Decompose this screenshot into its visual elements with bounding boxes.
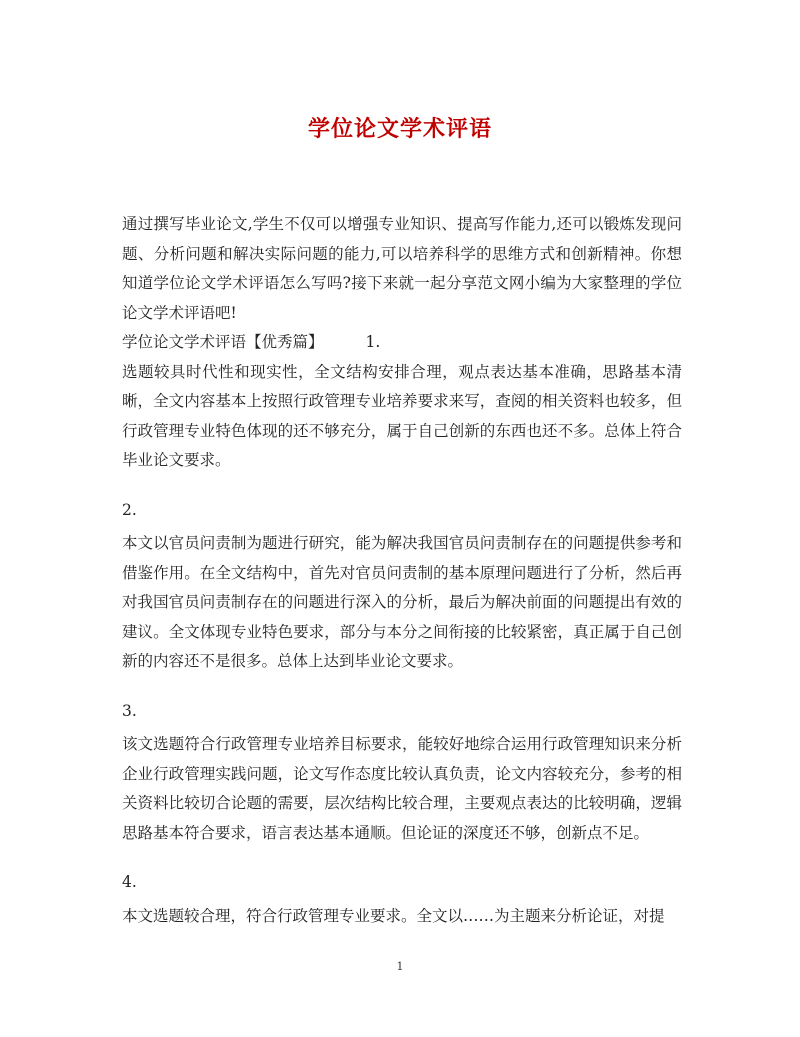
paragraph-gap xyxy=(122,476,682,496)
section-heading-line xyxy=(122,328,682,358)
item-text-2: 本文以官员问责制为题进行研究，能为解决我国官员问责制存在的问题提供参考和借鉴作用。在全文结构中，首先对官员问责制的基本原理问题进行了分析，然后再对我国官员问责制存在的问题进行深入的分析，最后为解决前面的问题提出有效的建议。全文体现专业特色要求，部分与本分之间衔接的比较紧密，真正属于自己创新的内容还不是很多。总体上达到毕业论文要求。 xyxy=(122,534,682,670)
item-number-1: 1. xyxy=(365,333,381,351)
item-text-4: 本文选题较合理，符合行政管理专业要求。全文以……为主题来分析论证，对提 xyxy=(122,906,665,925)
document-body xyxy=(122,210,682,931)
item-text-3: 该文选题符合行政管理专业培养目标要求，能较好地综合运用行政管理知识来分析企业行政管理实践问题，论文写作态度比较认真负责，论文内容较充分，参考的相关资料比较切合论题的需要，层次结构比较合理，主要观点表达的比较明确，逻辑思路基本符合要求，语言表达基本通顺。但论证的深度还不够，创新点不足。 xyxy=(122,735,682,842)
page-number: 1 xyxy=(396,960,404,973)
item-number-4: 4. xyxy=(122,873,137,891)
intro-paragraph: 通过撰写毕业论文,学生不仅可以增强专业知识、提高写作能力,还可以锻炼发现问题、分析问题和解决实际问题的能力,可以培养科学的思维方式和创新精神。你想知道学位论文学术评语怎么写吗?接下来就一起分享范文网小编为大家整理的学位论文学术评语吧! xyxy=(122,215,682,322)
item-number-2: 2. xyxy=(122,500,137,519)
item-text-1: 选题较具时代性和现实性，全文结构安排合理，观点表达基本准确，思路基本清晰，全文内容基本上按照行政管理专业培养要求来写，查阅的相关资料也较多，但行政管理专业特色体现的还不够充分，属于自己创新的东西也还不多。总体上符合毕业论文要求。 xyxy=(122,362,682,469)
page-title: 学位论文学术评语 xyxy=(307,116,492,142)
section-heading: 学位论文学术评语【优秀篇】 xyxy=(122,333,324,351)
paragraph-gap xyxy=(122,848,682,868)
item-number-3: 3. xyxy=(122,701,137,720)
paragraph-gap xyxy=(122,677,682,697)
